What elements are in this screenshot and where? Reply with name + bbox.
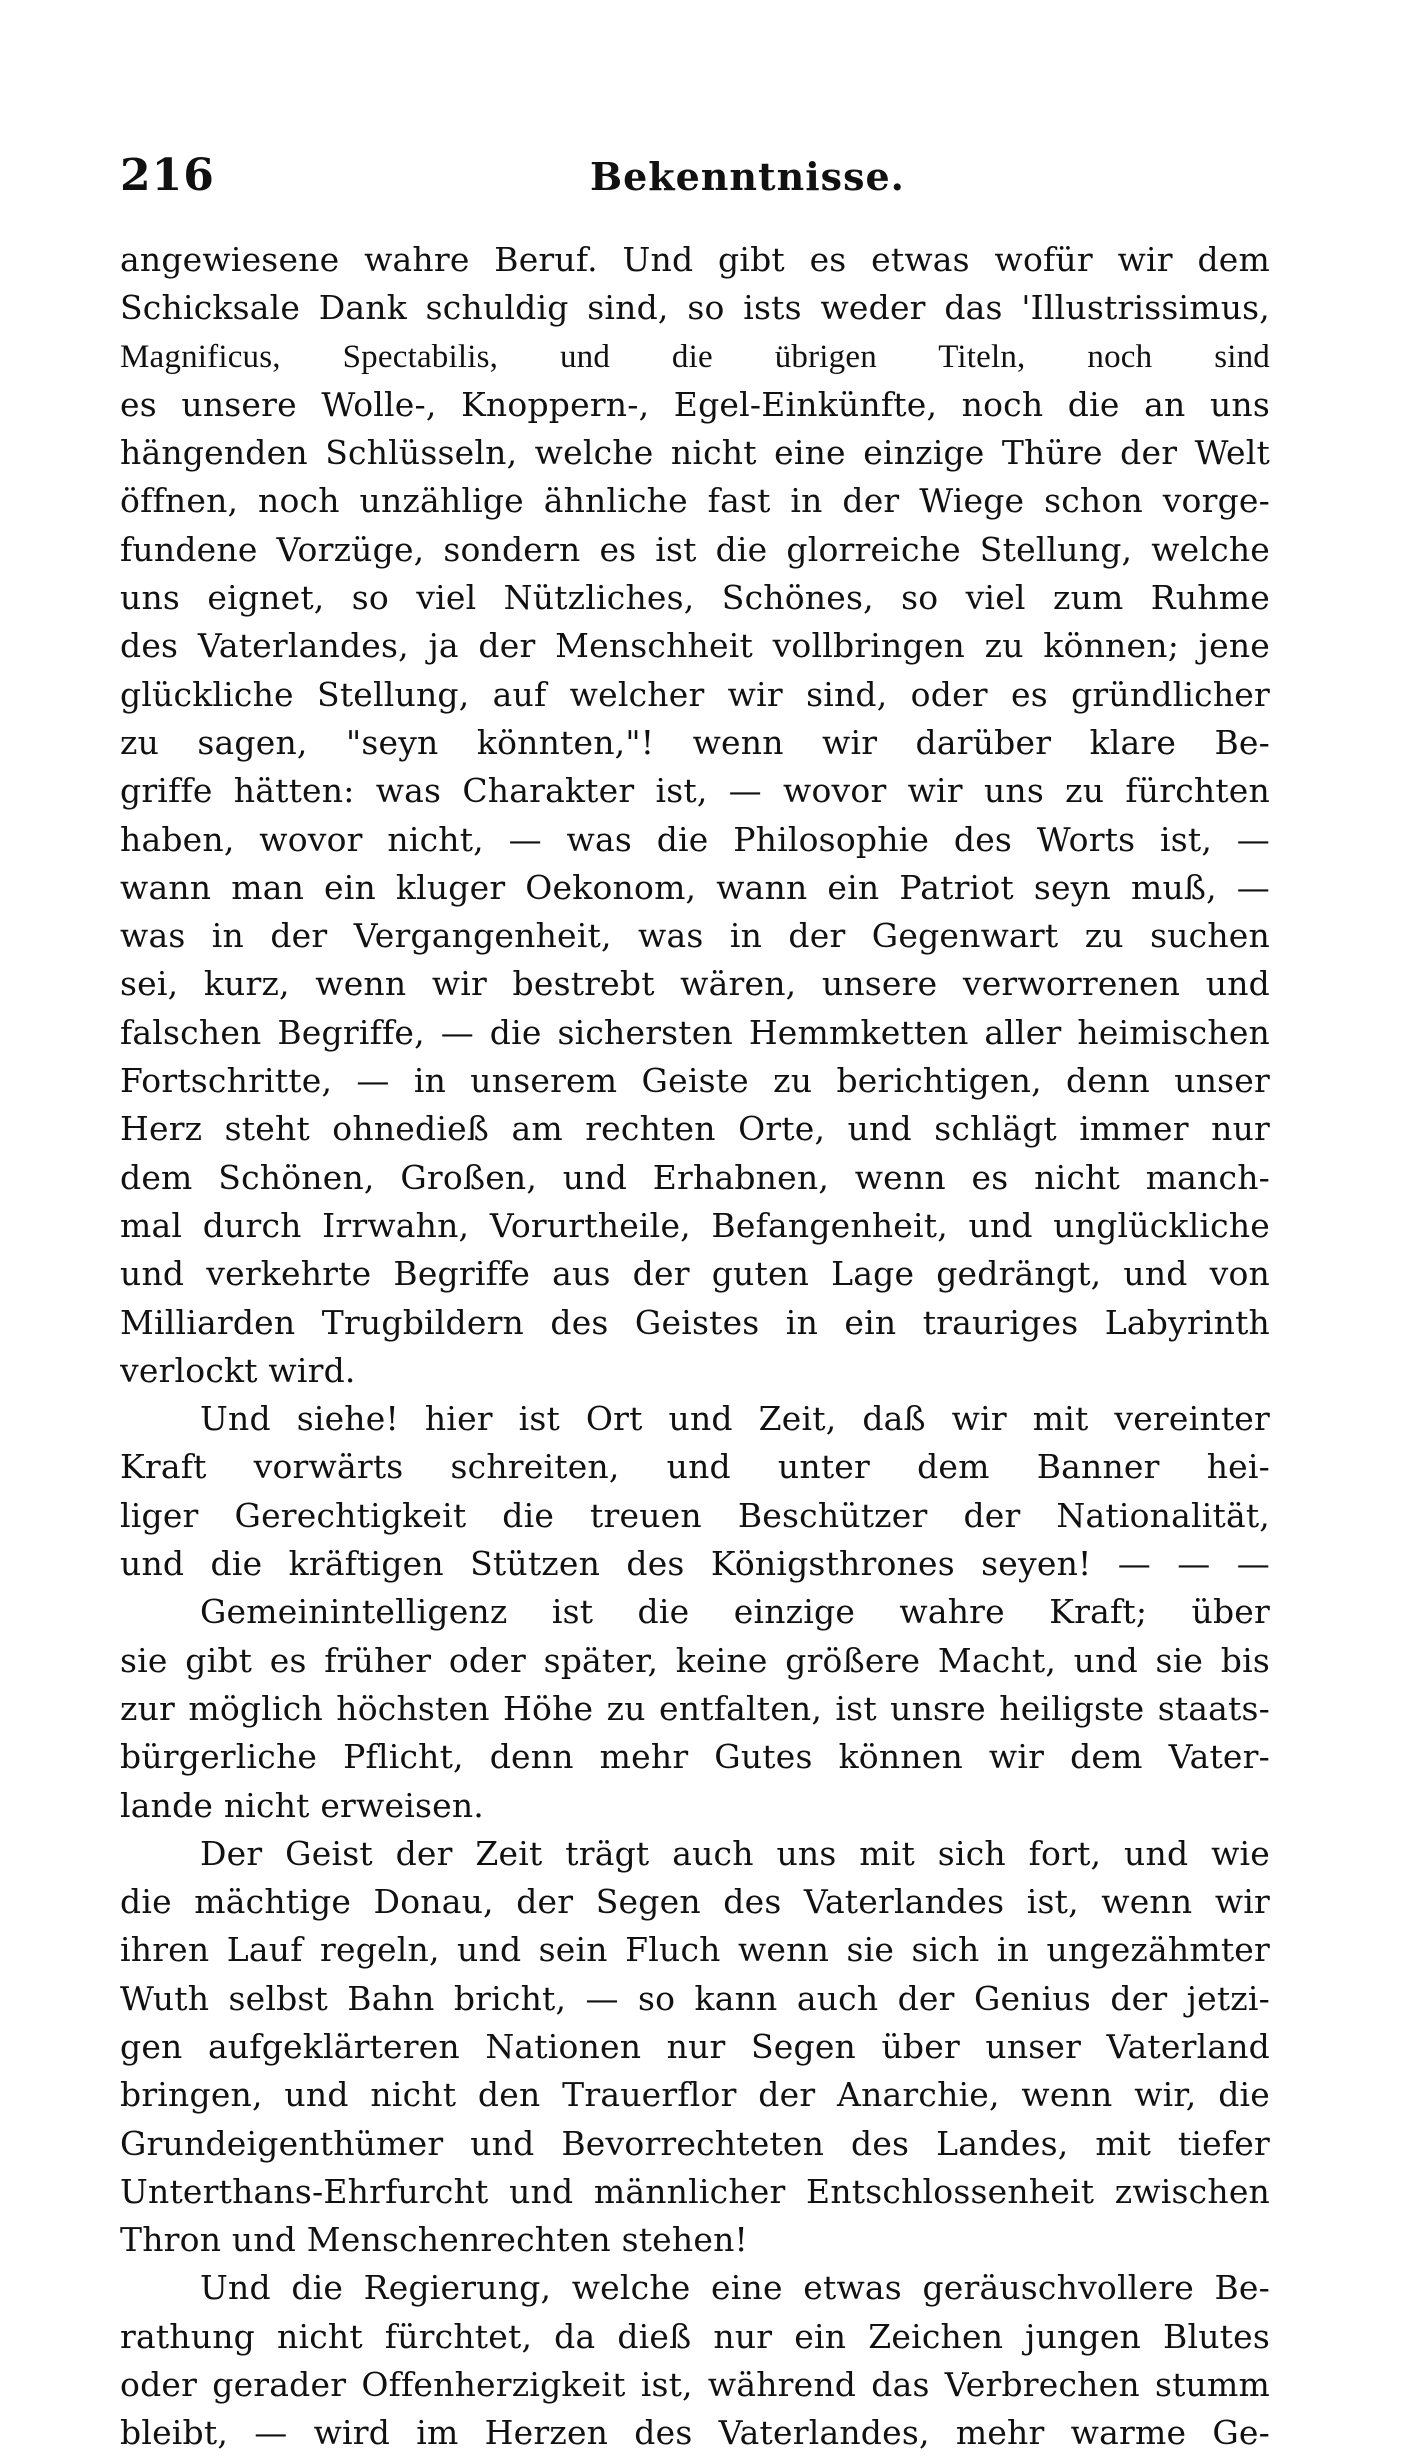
running-head: Bekenntnisse. bbox=[590, 154, 905, 199]
body-text bbox=[120, 236, 1270, 2458]
text-line: Grundeigenthümer und Bevorrechteten des Landes, mit tiefer bbox=[120, 2123, 1270, 2163]
text-line: bleibt, — wird im Herzen des Vaterlandes, mehr warme Ge- bbox=[120, 2413, 1270, 2453]
text-line: gen aufgeklärteren Nationen nur Segen über unser Vaterland bbox=[120, 2026, 1270, 2066]
paragraph-end-line: verlockt wird. bbox=[120, 1350, 356, 1390]
text-line: Wuth selbst Bahn bricht, — so kann auch der Genius der jetzi- bbox=[120, 1978, 1270, 2018]
text-line: liger Gerechtigkeit die treuen Beschützer der Nationalität, bbox=[120, 1495, 1270, 1535]
text-line: griffe hätten: was Charakter ist, — wovor wir uns zu fürchten bbox=[120, 771, 1270, 811]
text-line: dem Schönen, Großen, und Erhabnen, wenn es nicht manch- bbox=[120, 1157, 1270, 1197]
paragraph-end-line: lande nicht erweisen. bbox=[120, 1785, 484, 1825]
text-line: Unterthans-Ehrfurcht und männlicher Entschlossenheit zwischen bbox=[120, 2171, 1270, 2211]
text-line: öffnen, noch unzählige ähnliche fast in der Wiege schon vorge- bbox=[120, 481, 1270, 521]
text-line: zu sagen, "seyn könnten,"! wenn wir darüber klare Be- bbox=[120, 722, 1270, 762]
text-line: glückliche Stellung, auf welcher wir sind, oder es gründlicher bbox=[120, 674, 1270, 714]
text-line: bürgerliche Pflicht, denn mehr Gutes können wir dem Vater- bbox=[120, 1737, 1270, 1777]
text-line: Herz steht ohnedieß am rechten Orte, und schlägt immer nur bbox=[120, 1109, 1270, 1149]
text-line: oder gerader Offenherzigkeit ist, während das Verbrechen stumm bbox=[120, 2365, 1270, 2405]
text-line: angewiesene wahre Beruf. Und gibt es etwas wofür wir dem bbox=[120, 240, 1270, 279]
text-line: was in der Vergangenheit, was in der Gegenwart zu suchen bbox=[120, 916, 1270, 956]
text-line: Schicksale Dank schuldig sind, so ists weder das 'Illustrissimus, bbox=[120, 288, 1270, 328]
paragraph-start-line: Der Geist der Zeit trägt auch uns mit sich fort, und wie bbox=[200, 1833, 1270, 1873]
text-line: die mächtige Donau, der Segen des Vaterlandes ist, wenn wir bbox=[120, 1882, 1270, 1922]
text-line: Fortschritte, — in unserem Geiste zu berichtigen, denn unser bbox=[120, 1061, 1270, 1101]
text-line: falschen Begriffe, — die sichersten Hemmketten aller heimischen bbox=[120, 1012, 1270, 1052]
text-line: und verkehrte Begriffe aus der guten Lage gedrängt, und von bbox=[120, 1254, 1270, 1294]
text-line: Kraft vorwärts schreiten, und unter dem Banner hei- bbox=[120, 1447, 1270, 1487]
page-header bbox=[120, 150, 1260, 210]
text-line: rathung nicht fürchtet, da dieß nur ein Zeichen jungen Blutes bbox=[120, 2316, 1270, 2356]
text-line: Milliarden Trugbildern des Geistes in ein trauriges Labyrinth bbox=[120, 1302, 1270, 1342]
text-line: mal durch Irrwahn, Vorurtheile, Befangenheit, und unglückliche bbox=[120, 1205, 1270, 1245]
text-line: sie gibt es früher oder später, keine größere Macht, und sie bis bbox=[120, 1640, 1270, 1680]
paragraph-start-line: Und siehe! hier ist Ort und Zeit, daß wir mit vereinter bbox=[200, 1399, 1270, 1439]
paragraph-start-line: Und die Regierung, welche eine etwas geräuschvollere Be- bbox=[200, 2268, 1270, 2308]
text-line: uns eignet, so viel Nützliches, Schönes, so viel zum Ruhme bbox=[120, 578, 1270, 618]
paragraph-end-line: Thron und Menschenrechten stehen! bbox=[120, 2220, 748, 2260]
text-line: hängenden Schlüsseln, welche nicht eine einzige Thüre der Welt bbox=[120, 433, 1270, 473]
text-line: zur möglich höchsten Höhe zu entfalten, ist unsre heiligste staats- bbox=[120, 1688, 1270, 1728]
text-line: wann man ein kluger Oekonom, wann ein Patriot seyn muß, — bbox=[120, 867, 1270, 907]
text-line: Magnificus, Spectabilis, und die übrigen Titeln, noch sind bbox=[120, 338, 1270, 375]
text-line: sei, kurz, wenn wir bestrebt wären, unsere verworrenen und bbox=[120, 964, 1270, 1004]
text-line: es unsere Wolle-, Knoppern-, Egel-Einkünfte, noch die an uns bbox=[120, 384, 1270, 424]
page-number: 216 bbox=[120, 150, 215, 201]
text-line: ihren Lauf regeln, und sein Fluch wenn sie sich in ungezähmter bbox=[120, 1930, 1270, 1970]
paragraph-end-line: und die kräftigen Stützen des Königsthrones seyen! — — — bbox=[120, 1544, 1270, 1584]
paragraph-start-line: Gemeinintelligenz ist die einzige wahre Kraft; über bbox=[200, 1592, 1270, 1632]
text-line: fundene Vorzüge, sondern es ist die glorreiche Stellung, welche bbox=[120, 529, 1270, 569]
text-line: haben, wovor nicht, — was die Philosophie des Worts ist, — bbox=[120, 819, 1270, 859]
text-line: des Vaterlandes, ja der Menschheit vollbringen zu können; jene bbox=[120, 626, 1270, 666]
text-line: bringen, und nicht den Trauerflor der Anarchie, wenn wir, die bbox=[120, 2075, 1270, 2115]
